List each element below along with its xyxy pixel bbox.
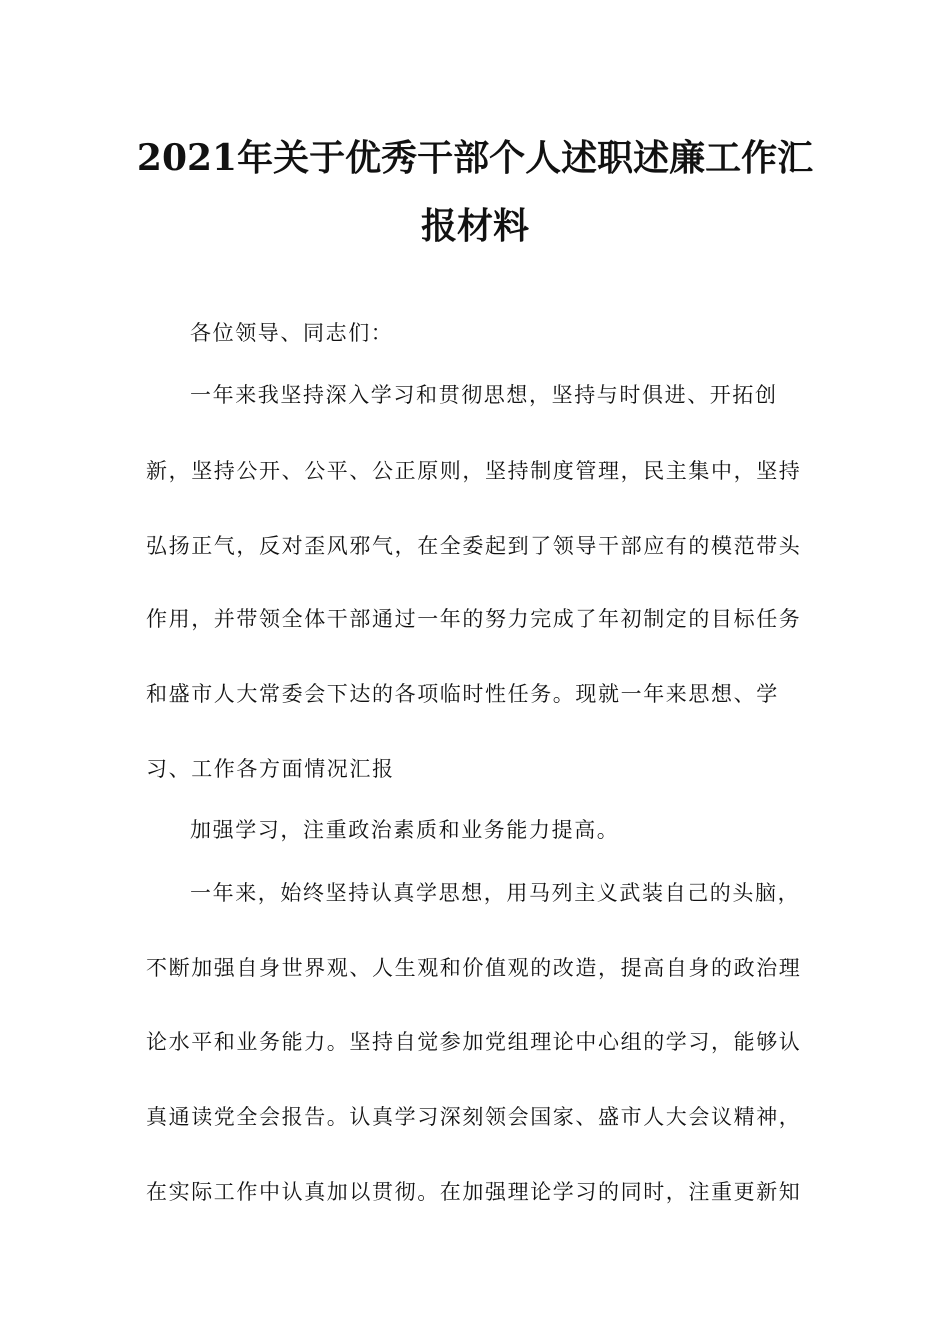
salutation: 各位领导、同志们： <box>190 321 394 345</box>
body-line: 作用，并带领全体干部通过一年的努力完成了年初制定的目标任务 <box>146 607 802 631</box>
document-title-line-2: 报材料 <box>420 205 529 247</box>
section-heading: 加强学习，注重政治素质和业务能力提高。 <box>190 818 620 842</box>
body-line: 不断加强自身世界观、人生观和价值观的改造，提高自身的政治理 <box>146 956 802 980</box>
body-line: 弘扬正气，反对歪风邪气，在全委起到了领导干部应有的模范带头 <box>146 534 802 558</box>
body-line: 在实际工作中认真加以贯彻。在加强理论学习的同时，注重更新知 <box>146 1180 802 1204</box>
body-line: 一年来我坚持深入学习和贯彻思想，坚持与时俱进、开拓创 <box>190 383 778 407</box>
body-line: 一年来，始终坚持认真学思想，用马列主义武装自己的头脑， <box>190 881 801 905</box>
body-line: 真通读党全会报告。认真学习深刻领会国家、盛市人大会议精神， <box>146 1105 802 1129</box>
document-title-line-1: 2021年关于优秀干部个人述职述廉工作汇 <box>136 137 814 179</box>
body-line: 和盛市人大常委会下达的各项临时性任务。现就一年来思想、学 <box>146 682 779 706</box>
body-line: 新，坚持公开、公平、公正原则，坚持制度管理，民主集中，坚持 <box>146 459 802 483</box>
body-line: 论水平和业务能力。坚持自觉参加党组理论中心组的学习，能够认 <box>146 1030 802 1054</box>
body-line: 习、工作各方面情况汇报 <box>146 757 395 781</box>
